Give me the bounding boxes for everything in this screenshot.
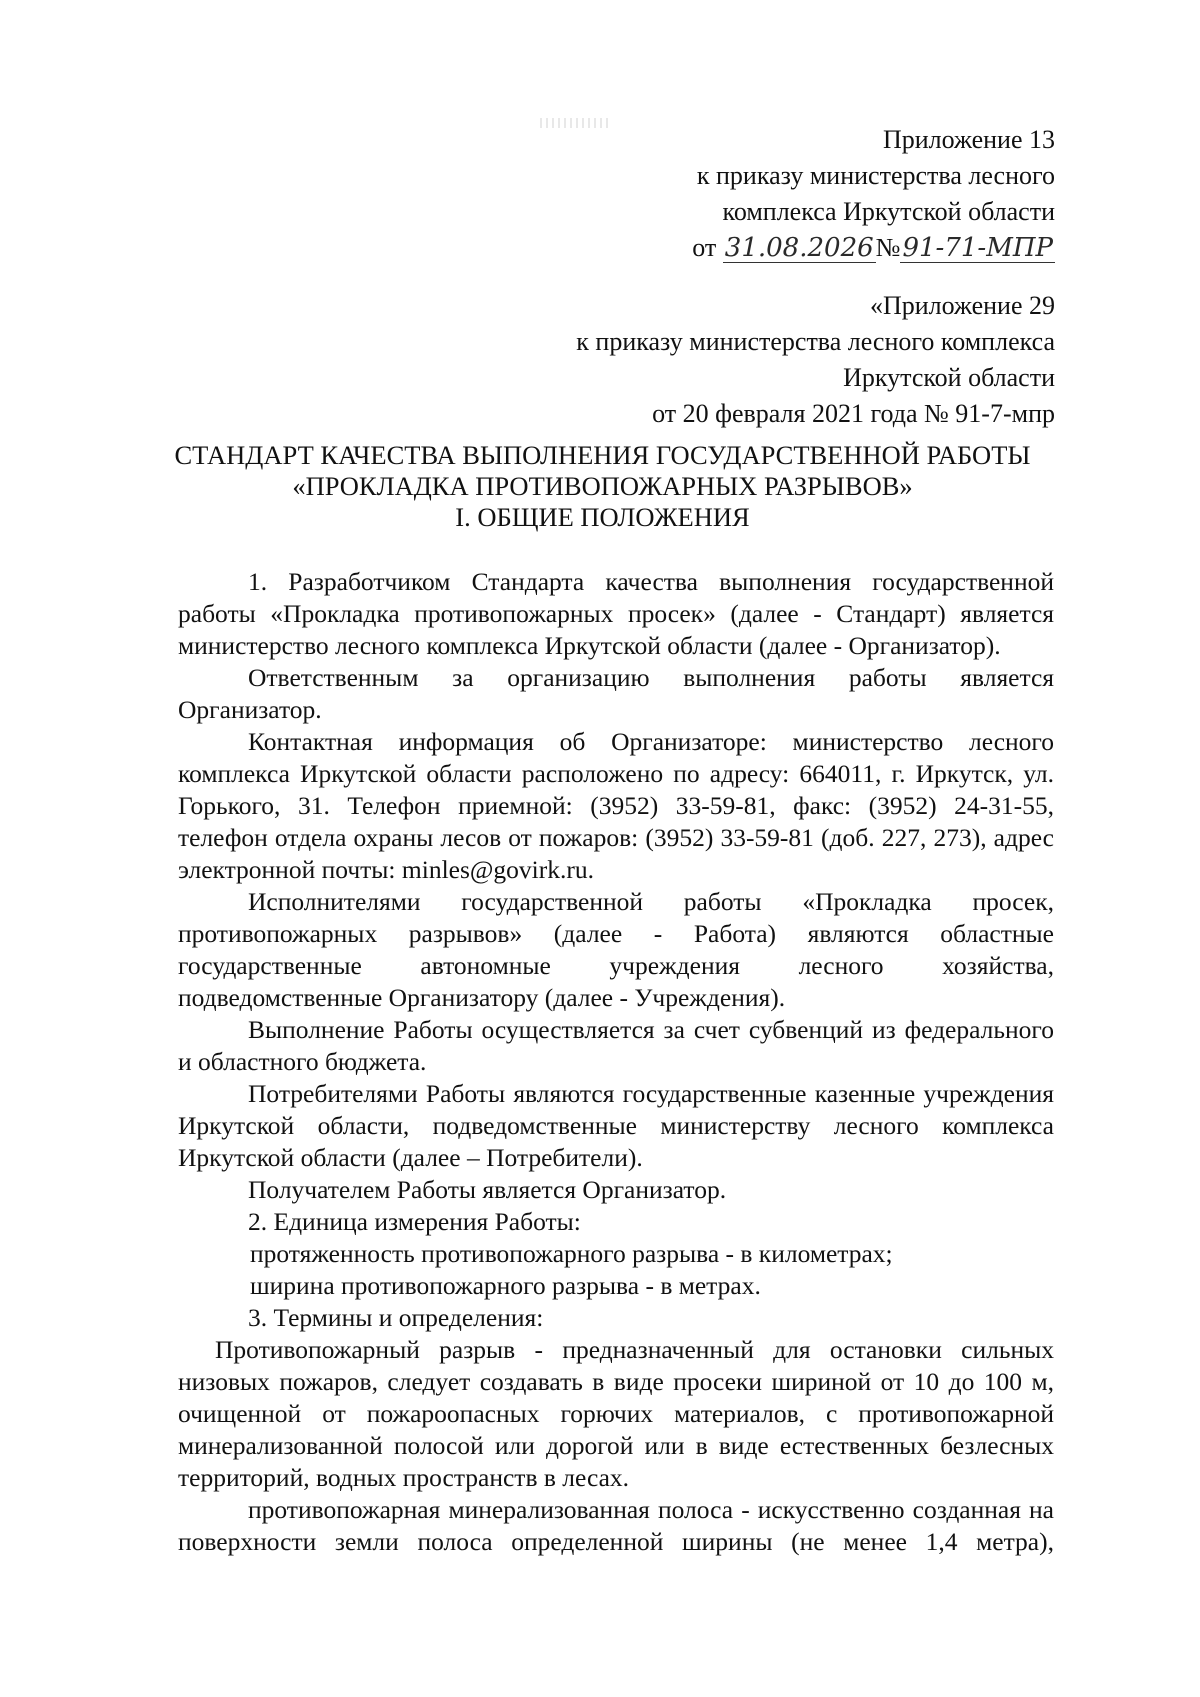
paragraph-responsible: Ответственным за организацию выполнения работы является Организатор. — [178, 663, 1054, 724]
annex-13-date-line — [692, 230, 1055, 266]
handwritten-order-number: 91-71-МПР — [902, 233, 1053, 263]
title-line-1: СТАНДАРТ КАЧЕСТВА ВЫПОЛНЕНИЯ ГОСУДАРСТВЕННОЙ РАБОТЫ — [174, 440, 1031, 470]
annex-13-ministry-line: комплекса Иркутской области — [722, 197, 1055, 226]
handwritten-date: 31.08.2026 — [724, 233, 874, 263]
paragraph-developer: 1. Разработчиком Стандарта качества выполнения государственной работы «Прокладка противопожарных просек» (далее - Стандарт) является министерство лесного комплекса Иркутской области (далее - Организатор). — [178, 567, 1054, 660]
document-body — [178, 566, 1054, 1558]
paragraph-term-firebreak: Противопожарный разрыв - предназначенный для остановки сильных низовых пожаров, следует создавать в виде просеки шириной от 10 до 100 м, очищенной от пожароопасных горючих материалов, с противопожарной минерализованной полосой или дорогой или в виде естественных безлесных территорий, водных пространств в лесах. — [178, 1335, 1054, 1492]
annex-29-date-line: от 20 февраля 2021 года № 91-7-мпр — [652, 399, 1055, 428]
paragraph-executors: Исполнителями государственной работы «Прокладка просек, противопожарных разрывов» (далее - Работа) являются областные государственные автономные учреждения лесного хозяйства, подведомственные Организатору (далее - Учреждения). — [178, 887, 1054, 1012]
paragraph-term-mineral-strip: противопожарная минерализованная полоса - искусственно созданная на поверхности земли полоса определенной ширины (не менее 1,4 метра), — [178, 1495, 1054, 1556]
scan-artifact — [540, 118, 610, 128]
paragraph-contacts: Контактная информация об Организаторе: министерство лесного комплекса Иркутской области расположено по адресу: 664011, г. Иркутск, ул. Горького, 31. Телефон приемной: (3952) 33-59-81, факс: (3952) 24-31-55, телефон отдела охраны лесов от пожаров: (3952) 33-59-81 (доб. 227, 273), адрес электронной почты: minles@govirk.ru. — [178, 727, 1054, 884]
paragraph-funding: Выполнение Работы осуществляется за счет субвенций из федерального и областного бюджета. — [178, 1015, 1054, 1076]
paragraph-consumers: Потребителями Работы являются государственные казенные учреждения Иркутской области, подведомственные министерству лесного комплекса Иркутской области (далее – Потребители). — [178, 1079, 1054, 1172]
annex-29-title: «Приложение 29 — [869, 291, 1055, 320]
document-title — [150, 440, 1055, 533]
title-line-2: «ПРОКЛАДКА ПРОТИВОПОЖАРНЫХ РАЗРЫВОВ» — [292, 471, 913, 501]
annex-29-order-line: к приказу министерства лесного комплекса — [576, 327, 1055, 356]
paragraph-unit-length: протяженность противопожарного разрыва - в километрах; — [250, 1239, 893, 1268]
number-sign: № — [875, 233, 901, 262]
section-heading: I. ОБЩИЕ ПОЛОЖЕНИЯ — [455, 502, 750, 532]
annex-13-order-line: к приказу министерства лесного — [696, 161, 1055, 190]
annex-13-title: Приложение 13 — [882, 125, 1055, 154]
from-prefix: от — [692, 233, 717, 262]
paragraph-unit-width: ширина противопожарного разрыва - в метрах. — [250, 1271, 761, 1300]
paragraph-recipient: Получателем Работы является Организатор. — [248, 1175, 727, 1204]
annex-29-region-line: Иркутской области — [843, 363, 1055, 392]
paragraph-unit-heading: 2. Единица измерения Работы: — [248, 1207, 581, 1236]
paragraph-terms-heading: 3. Термины и определения: — [248, 1303, 544, 1332]
annex-13-header — [692, 122, 1055, 266]
annex-29-header — [576, 288, 1055, 432]
